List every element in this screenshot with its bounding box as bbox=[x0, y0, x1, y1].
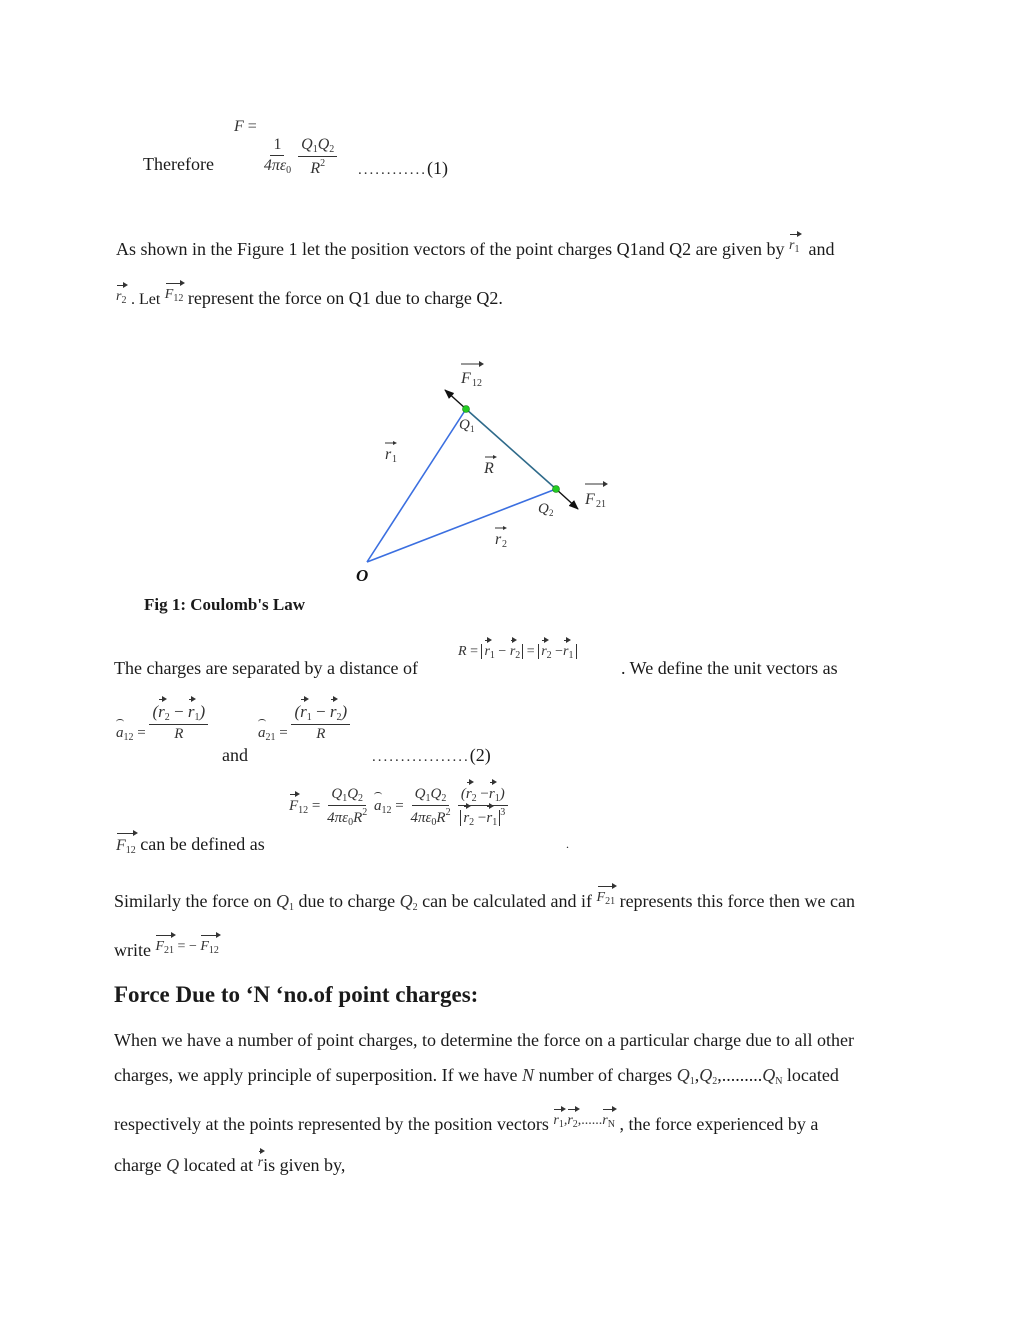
svg-text:12: 12 bbox=[472, 378, 482, 389]
svg-text:r: r bbox=[495, 531, 502, 548]
para2-text: The charges are separated by a distance of bbox=[114, 658, 419, 678]
section-line4: charge Q located at ris given by, bbox=[114, 1155, 346, 1175]
svg-text:2: 2 bbox=[549, 508, 554, 518]
position-vectors-list: r1,r2,......rN bbox=[553, 1113, 615, 1130]
eq2-fraction-a12: $\frac{(r_2 - r_1)}{R}$ bbox=[149, 703, 208, 743]
svg-text:2: 2 bbox=[502, 539, 507, 550]
section-heading-container bbox=[114, 982, 478, 1008]
section-heading: Force Due to ‘N ‘no.of point charges: bbox=[114, 982, 479, 1007]
vector-F12: $F_{12}$ bbox=[164, 287, 184, 304]
eq2-and: and bbox=[222, 745, 248, 765]
para1-line1: As shown in the Figure 1 let the position vectors of the point charges Q1and Q2 are given by $r_1$ and bbox=[116, 238, 835, 259]
eq2-number: .................(2) bbox=[372, 745, 491, 765]
eq3-period: . bbox=[566, 837, 569, 851]
svg-text:Q: Q bbox=[459, 417, 470, 433]
force-F21-arrow bbox=[556, 489, 578, 509]
therefore-label: Therefore bbox=[143, 154, 214, 174]
equation-3: $F_{12}$ = $\frac{Q_1Q_2}{4\pi\varepsilon_0R^2}$ $a_{12}$ = $\frac{Q_1Q_2}{4\pi\varepsilon_0R^2}$ $\frac{(r_2 -r_1)}{r_2 -r_1^3}$ bbox=[289, 786, 508, 828]
charge-Q1-point bbox=[463, 406, 470, 413]
vector-F12-lead: $F_{12}$ bbox=[116, 837, 136, 856]
para3-line1: Similarly the force on $Q_1$ due to charge $Q_2$ can be calculated and if $F_{21}$ represents this force then we can bbox=[114, 890, 855, 913]
vector-r1-line bbox=[367, 409, 466, 562]
equation-F21-neg-F12: F21 = − F12 bbox=[155, 939, 219, 956]
label-F12 bbox=[460, 361, 484, 389]
svg-text:F: F bbox=[461, 370, 471, 387]
eq1-fraction-charges: $\frac{Q_1Q_2}{R^2}$ bbox=[298, 136, 337, 178]
label-R bbox=[483, 455, 497, 477]
unit-vector-a21: $a_{21}$ = bbox=[258, 725, 288, 743]
section-line3: respectively at the points represented by the position vectors $^{r_1,r_2,......r_N}$ , the force experienced by a bbox=[114, 1113, 819, 1134]
vector-F21: $F_{21}$ bbox=[596, 890, 616, 907]
vector-r1: $r_1$ bbox=[789, 238, 800, 255]
equation-2-second bbox=[258, 703, 350, 743]
charge-Q2-point bbox=[553, 486, 560, 493]
svg-text:21: 21 bbox=[596, 499, 606, 510]
eq3-fraction-1: $\frac{Q_1Q_2}{4\pi\varepsilon_0R^2}$ bbox=[327, 786, 368, 828]
svg-text:r: r bbox=[385, 446, 392, 463]
svg-text:1: 1 bbox=[470, 424, 475, 434]
eq1-number: ............(1) bbox=[358, 158, 448, 178]
label-r1 bbox=[385, 441, 397, 465]
svg-text:Q: Q bbox=[538, 501, 549, 517]
para1-line2: $r_2$ . Let $F_{12}$ represent the force on Q1 due to charge Q2. bbox=[116, 287, 503, 308]
label-Q2 bbox=[538, 501, 554, 518]
eq3-lhs: $F_{12}$ = bbox=[289, 798, 321, 816]
equation-2 bbox=[116, 703, 208, 743]
svg-text:F: F bbox=[585, 491, 595, 508]
figure-caption: Fig 1: Coulomb's Law bbox=[144, 595, 306, 614]
para2-tail: . We define the unit vectors as bbox=[621, 658, 838, 678]
coulomb-diagram bbox=[340, 350, 620, 590]
eq2-fraction-a21: $\frac{(r_1 - r_2)}{R}$ bbox=[291, 703, 350, 743]
eq3-lead: $F_{12}$ can be defined as bbox=[116, 834, 265, 856]
distance-expression: $R = r_1 - r_2 = r_2 -r_1$ bbox=[458, 644, 577, 661]
label-r2 bbox=[495, 526, 507, 550]
label-F21 bbox=[584, 481, 608, 510]
vector-r: r bbox=[257, 1155, 264, 1170]
unit-vector-a12: $a_{12}$ = bbox=[116, 725, 146, 743]
label-origin: O bbox=[356, 566, 369, 585]
para3-line2: write $^{F_{21} = - F_{12}}$ bbox=[114, 939, 219, 960]
section-line1: When we have a number of point charges, to determine the force on a particular charge due to all other bbox=[114, 1030, 855, 1050]
eq1-fraction-constant: $\frac{1}{4\pi\varepsilon_0}$ bbox=[263, 136, 292, 176]
label-Q1 bbox=[459, 417, 475, 434]
eq1-lhs: F bbox=[234, 118, 244, 135]
equation-1: F = $\frac{1}{4\pi\varepsilon_0}$ $\frac{Q_1Q_2}{R^2}$ bbox=[234, 118, 337, 178]
section-line2: charges, we apply principle of superposition. If we have N number of charges $Q_1,Q_2,.........Q_N$ located bbox=[114, 1065, 839, 1087]
eq3-fraction-2: $\frac{Q_1Q_2}{4\pi\varepsilon_0R^2}$ bbox=[410, 786, 451, 828]
force-F12-arrow bbox=[445, 390, 466, 409]
vector-r2: $r_2$ bbox=[116, 289, 127, 306]
eq3-fraction-3: $\frac{(r_2 -r_1)}{r_2 -r_1^3}$ bbox=[457, 786, 508, 828]
svg-text:1: 1 bbox=[392, 454, 397, 465]
vector-R-line bbox=[466, 409, 556, 489]
svg-text:R: R bbox=[484, 460, 494, 477]
vector-r2-line bbox=[367, 489, 556, 562]
